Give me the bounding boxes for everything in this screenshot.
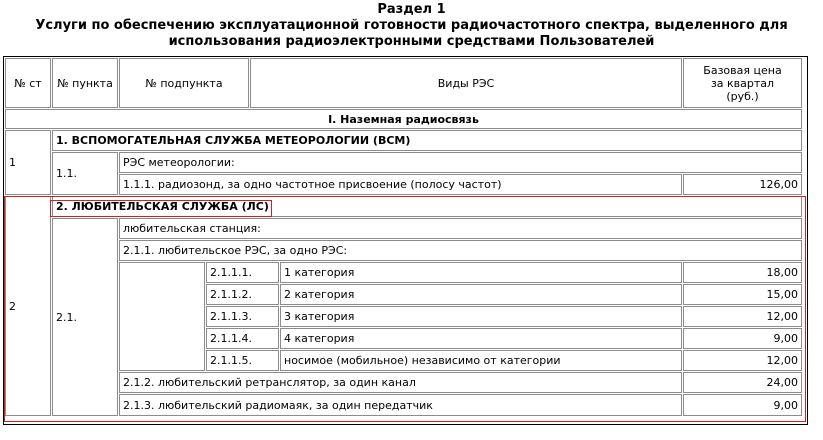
code-2-1-1-2: 2.1.1.2. [206,284,279,305]
title-line-1: Услуги по обеспечению эксплуатационной готовности радиочастотного спектра, выделенного для [35,18,788,33]
name-2-1-1-4: 4 категория [280,328,682,349]
code-2-1-1-4: 2.1.1.4. [206,328,279,349]
price-2-1-1-5: 12,00 [683,350,802,371]
price-2-1-1-4: 9,00 [683,328,802,349]
col-header-article: № ст [5,58,51,108]
name-2-1-1-5: носимое (мобильное) независимо от категории [280,350,682,371]
blank-subpoint-cell [119,262,205,371]
section-row: I. Наземная радиосвязь [5,109,802,129]
item-1-1-1: 1.1.1. радиозонд, за одно частотное присвоение (полосу частот) [119,174,682,195]
amateur-station: любительская станция: [119,218,802,239]
res-meteorology: РЭС метеорологии: [119,152,802,173]
article-2-title: 2. ЛЮБИТЕЛЬСКАЯ СЛУЖБА (ЛС) [52,196,802,217]
section-heading: Раздел 1 [377,2,446,17]
article-1-title: 1. ВСПОМОГАТЕЛЬНАЯ СЛУЖБА МЕТЕОРОЛОГИИ (ВСМ) [52,130,802,151]
item-2-1-2: 2.1.2. любительский ретранслятор, за один канал [119,372,682,393]
price-2-1-3: 9,00 [683,394,802,416]
name-2-1-1-1: 1 категория [280,262,682,283]
article-1-number: 1 [5,130,51,195]
point-1-1: 1.1. [52,152,118,195]
title-line-2: использования радиоэлектронными средствами Пользователей [168,34,655,49]
col-header-res-types: Виды РЭС [250,58,682,108]
article-2-number: 2 [5,196,51,416]
col-header-price [683,58,802,108]
name-2-1-1-2: 2 категория [280,284,682,305]
code-2-1-1-5: 2.1.1.5. [206,350,279,371]
code-2-1-1-3: 2.1.1.3. [206,306,279,327]
item-2-1-3: 2.1.3. любительский радиомаяк, за один передатчик [119,394,682,416]
name-2-1-1-3: 3 категория [280,306,682,327]
code-2-1-1-1: 2.1.1.1. [206,262,279,283]
col-header-price-line2: за квартал [710,76,775,90]
point-2-1: 2.1. [52,218,118,416]
item-2-1-1: 2.1.1. любительское РЭС, за одно РЭС: [119,240,802,261]
col-header-point: № пункта [52,58,118,108]
col-header-price-line1: Базовая цена [703,63,782,77]
price-1-1-1: 126,00 [683,174,802,195]
price-2-1-1-2: 15,00 [683,284,802,305]
price-2-1-1-3: 12,00 [683,306,802,327]
col-header-price-line3: (руб.) [726,89,759,103]
col-header-subpoint: № подпункта [119,58,249,108]
price-2-1-1-1: 18,00 [683,262,802,283]
price-2-1-2: 24,00 [683,372,802,393]
